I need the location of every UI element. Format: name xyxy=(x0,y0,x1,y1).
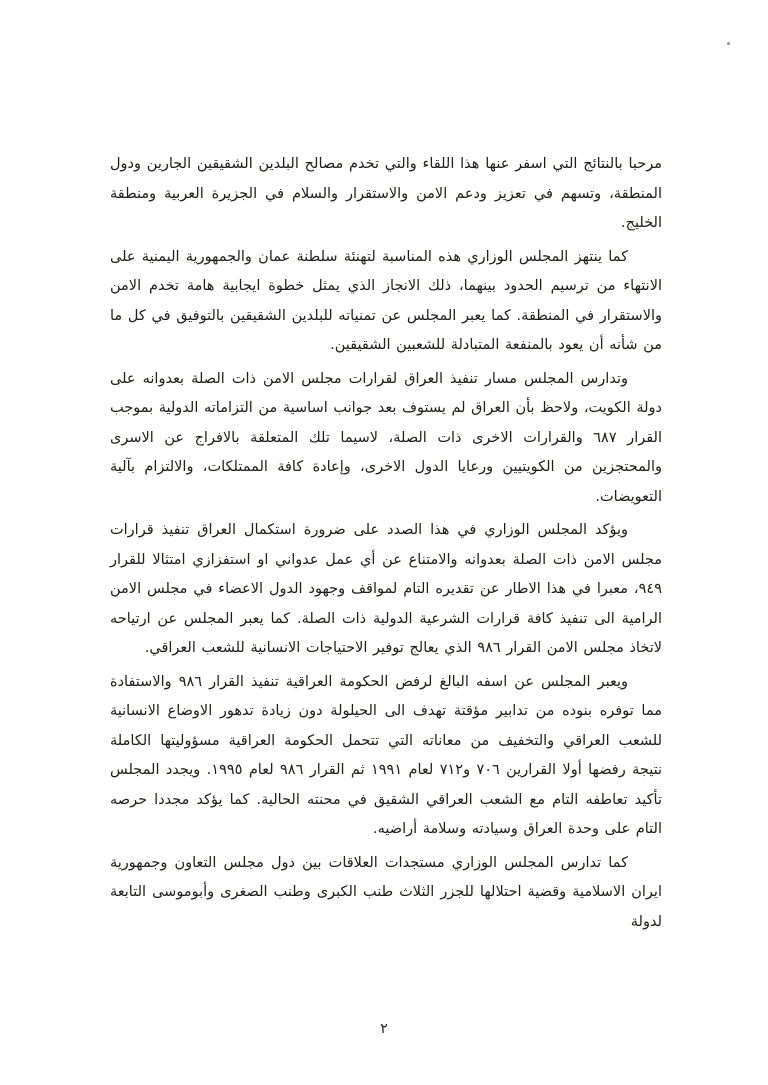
paragraph: مرحبا بالنتائج التي اسفر عنها هذا اللقاء والتي تخدم مصالح البلدين الشقيقين الجارين ودول المنطقة، وتسهم في تعزيز ودعم الامن والاستقرار والسلام في الجزيرة العربية ومنطقة الخليج. xyxy=(110,156,662,231)
paragraph: كما ينتهز المجلس الوزاري هذه المناسبة لتهنئة سلطنة عمان والجمهورية اليمنية على الانتهاء من ترسيم الحدود بينهما، ذلك الانجاز الذي يمثل خطوة ايجابية هامة تخدم الامن والاستقرار في المنطقة. كما يعبر المجلس عن تمنياته للبلدين الشقيقين بالتوفيق في كل ما من شأنه أن يعود بالمنفعة المتبادلة للشعبين الشقيقين. xyxy=(110,248,662,353)
body-text xyxy=(110,150,662,941)
paragraph: ويؤكد المجلس الوزاري في هذا الصدد على ضرورة استكمال العراق تنفيذ قرارات مجلس الامن ذات الصلة بعدوانه والامتناع عن أي عمل عدواني او استفزازي امتثالا للقرار ٩٤٩، معبرا في هذا الاطار عن تقديره التام لمواقف وجهود الدول الاعضاء في مجلس الامن الرامية الى تنفيذ كافة قرارات الشرعية الدولية ذات الصلة. كما يعبر المجلس عن ارتياحه لاتخاذ مجلس الامن القرار ٩٨٦ الذي يعالج توفير الاحتياجات الانسانية للشعب العراقي. xyxy=(110,522,662,656)
paragraph: وتدارس المجلس مسار تنفيذ العراق لقرارات مجلس الامن ذات الصلة بعدوانه على دولة الكويت، ولاحظ بأن العراق لم يستوف بعد جوانب اساسية من التزاماته الدولية بموجب القرار ٦٨٧ والقرارات الاخرى ذات الصلة، لاسيما تلك المتعلقة بالافراج عن الاسرى والمحتجزين من الكويتيين ورعايا الدول الاخرى، وإعادة كافة الممتلكات، والالتزام بآلية التعويضات. xyxy=(110,370,662,505)
paragraph: ويعبر المجلس عن اسفه البالغ لرفض الحكومة العراقية تنفيذ القرار ٩٨٦ والاستفادة مما توفره بنوده من تدابير مؤقتة تهدف الى الحيلولة دون زيادة تدهور الاوضاع الانسانية للشعب العراقي والتخفيف من معاناته التي تتحمل الحكومة العراقية مسؤوليتها الكاملة نتيجة رفضها أولا القرارين ٧٠٦ و٧١٢ لعام ١٩٩١ ثم القرار ٩٨٦ لعام ١٩٩٥. ويجدد المجلس تأكيد تعاطفه التام مع الشعب العراقي الشقيق في محنته الحالية. كما يؤكد مجددا حرصه التام على وحدة العراق وسيادته وسلامة أراضيه. xyxy=(110,673,662,837)
paragraph: كما تدارس المجلس الوزاري مستجدات العلاقات بين دول مجلس التعاون وجمهورية ايران الاسلامية وقضية احتلالها للجزر الثلاث طنب الكبرى وطنب الصغرى وأبوموسى التابعة لدولة xyxy=(110,854,662,930)
page-number: ٢ xyxy=(380,1021,388,1037)
scan-artifact-dot xyxy=(727,42,730,45)
